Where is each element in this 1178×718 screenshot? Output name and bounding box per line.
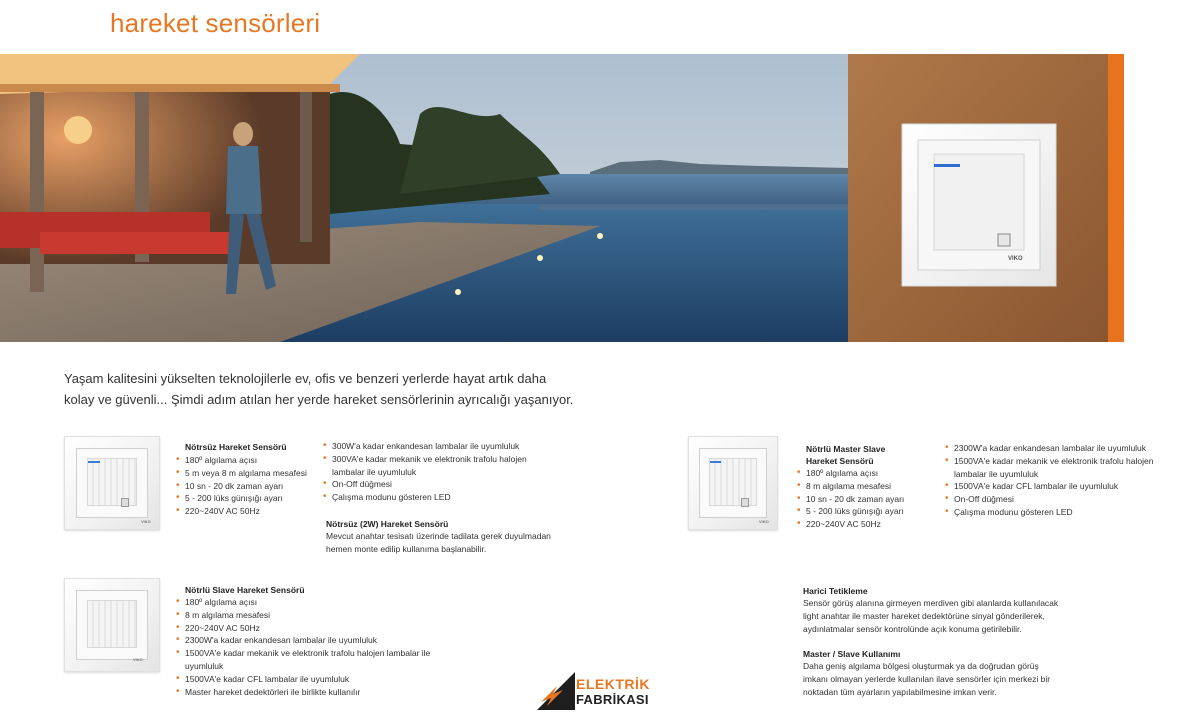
spec-item: • Çalışma modunu gösteren LED [945, 506, 1175, 519]
intro-line-2: kolay ve güvenli... Şimdi adım atılan her yerde hareket sensörlerinin ayrıcalığı yaşanıyor. [64, 392, 574, 407]
masterslave-line-1: Daha geniş algılama bölgesi oluşturmak ya da doğrudan görüş [803, 661, 1039, 671]
notrsuz-2w-title: Nötrsüz (2W) Hareket Sensörü [326, 519, 449, 529]
master-features [945, 442, 1175, 519]
harici-line-3: aydınlatmalar sensör kontrolünde açık konuma getirilebilir. [803, 623, 1022, 634]
masterslave-line-2: imkanı olmayan yerlerde kullanılan ilave sensörler için merkezi bir [803, 673, 1051, 684]
spec-item: • 10 sn - 20 dk zaman ayarı [176, 480, 325, 493]
notrsuz-block [185, 441, 325, 518]
notrsuz-2w-line-1: Mevcut anahtar tesisatı üzerinde tadilata gerek duyulmadan [326, 531, 551, 541]
spec-item: • Master hareket dedektörleri ile birlikte kullanılır [176, 686, 445, 699]
spec-item: • Çalışma modunu gösteren LED [323, 491, 548, 504]
notrsuz-2w-block [326, 518, 586, 556]
master-title-2: Hareket Sensörü [806, 456, 874, 466]
slave-block [185, 584, 445, 698]
thumb-brand: VIKO [759, 519, 769, 524]
spec-item: • 2300W'a kadar enkandesan lambalar ile uyumluluk [945, 442, 1175, 455]
spec-item: • 220~240V AC 50Hz [176, 622, 445, 635]
intro-text [64, 368, 584, 410]
intro-line-1: Yaşam kalitesini yükselten teknolojilerle ev, ofis ve benzeri yerlerde hayat artık daha [64, 371, 547, 386]
spec-item: • 180º algılama açısı [176, 454, 325, 467]
spec-item: • On-Off düğmesi [945, 493, 1175, 506]
accent-bar [1108, 54, 1124, 342]
spec-item: • 1500VA'e kadar CFL lambalar ile uyumluluk [176, 673, 445, 686]
harici-title: Harici Tetikleme [803, 586, 868, 596]
notrsuz-features [323, 440, 548, 504]
logo-line-1: ELEKTRİK [576, 676, 650, 692]
product-image-notrsuz [64, 436, 160, 530]
masterslave-title: Master / Slave Kullanımı [803, 649, 901, 659]
slave-title: Nötrlü Slave Hareket Sensörü [185, 585, 305, 595]
page-title: hareket sensörleri [110, 8, 321, 38]
master-title-1: Nötrlü Master Slave [806, 444, 886, 454]
elektrik-fabrikasi-logo-icon [537, 672, 575, 710]
master-block [806, 443, 946, 531]
spec-item: • 1500VA'e kadar CFL lambalar ile uyumluluk [945, 480, 1175, 493]
spec-item: • 180º algılama açısı [797, 467, 946, 480]
product-image-master [688, 436, 778, 530]
spec-item: • 1500VA'e kadar mekanik ve elektronik trafolu halojen lambalar ile uyumluluk [176, 647, 445, 673]
spec-item: • 5 - 200 lüks günışığı ayarı [797, 505, 946, 518]
spec-item: • 8 m algılama mesafesi [797, 480, 946, 493]
spec-item: • 1500VA'e kadar mekanik ve elektronik trafolu halojen lambalar ile uyumluluk [945, 455, 1175, 481]
spec-item: • 220~240V AC 50Hz [176, 505, 325, 518]
logo-line-2: FABRİKASI [576, 692, 649, 707]
masterslave-line-3: noktadan tüm ayarların yapılabilmesine imkan verir. [803, 686, 997, 697]
masterslave-block [803, 648, 1103, 698]
spec-item: • 220~240V AC 50Hz [797, 518, 946, 531]
thumb-brand: VIKO [141, 519, 151, 524]
notrsuz-title: Nötrsüz Hareket Sensörü [185, 442, 287, 452]
wall-photo [848, 54, 1108, 342]
spec-item: • 5 m veya 8 m algılama mesafesi [176, 467, 325, 480]
terrace-pool-illustration [0, 54, 848, 342]
spec-item: • 300W'a kadar enkandesan lambalar ile uyumluluk [323, 440, 548, 453]
spec-item: • 10 sn - 20 dk zaman ayarı [797, 493, 946, 506]
spec-item: • 2300W'a kadar enkandesan lambalar ile uyumluluk [176, 634, 445, 647]
thumb-brand: VIKO [133, 657, 143, 662]
spec-item: • On-Off düğmesi [323, 478, 548, 491]
harici-block [803, 585, 1103, 635]
spec-item: • 8 m algılama mesafesi [176, 609, 445, 622]
spec-item: • 5 - 200 lüks günışığı ayarı [176, 492, 325, 505]
product-image-slave [64, 578, 160, 672]
notrsuz-2w-line-2: hemen monte edilip kullanıma başlanabilir. [326, 543, 487, 554]
sensor-on-wall-illustration [848, 54, 1108, 342]
spec-item: • 180º algılama açısı [176, 596, 445, 609]
harici-line-1: Sensör görüş alanına girmeyen merdiven gibi alanlarda kullanılacak [803, 598, 1059, 608]
hero-photo [0, 54, 848, 342]
sensor-brand-label: VIKO [1008, 256, 1023, 262]
spec-item: • 300VA'e kadar mekanik ve elektronik trafolu halojen lambalar ile uyumluluk [323, 453, 548, 479]
harici-line-2: light anahtar ile master hareket dedektörüne sinyal gönderilerek, [803, 610, 1045, 621]
